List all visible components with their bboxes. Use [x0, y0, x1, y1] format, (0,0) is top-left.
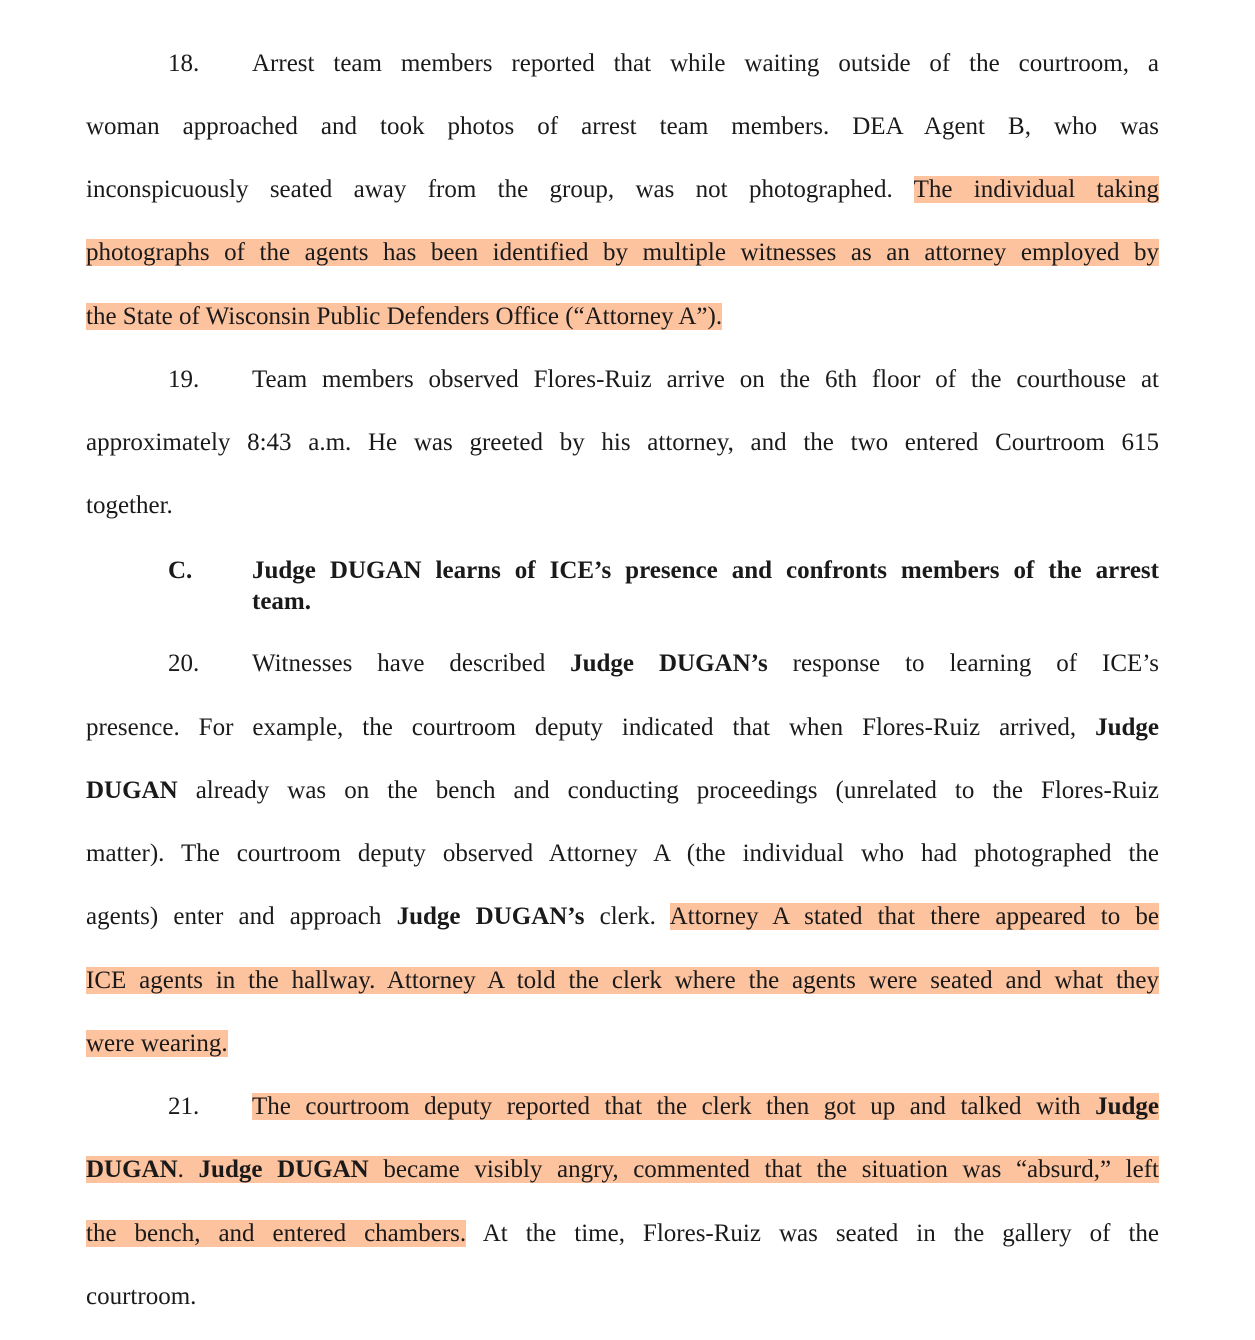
bold-name: DUGAN: [86, 777, 178, 804]
text-line: approximately 8:43 a.m. He was greeted by his attorney, and the two entered Courtroom 615: [86, 429, 1159, 456]
text-line: courtroom.: [86, 1283, 197, 1310]
paragraph-number: 19.: [168, 366, 200, 393]
text-span: response to learning of ICE’s: [767, 650, 1159, 677]
text-line: [86, 710, 1159, 746]
text-line: [86, 235, 1159, 271]
highlighted-text: became visibly angry, commented that the situation was “absurd,” left: [368, 1156, 1159, 1183]
text-line: [86, 1026, 1159, 1062]
text-line: [252, 1089, 1159, 1125]
text-line: woman approached and took photos of arrest team members. DEA Agent B, who was: [86, 113, 1159, 140]
text-span: At the time, Flores-Ruiz was seated in the gallery of the: [466, 1220, 1159, 1247]
text-line: together.: [86, 492, 173, 519]
highlighted-text: Attorney A stated that there appeared to be: [669, 903, 1159, 930]
text-line: [86, 899, 1159, 935]
paragraph-number: 21.: [168, 1093, 200, 1120]
heading-line: Judge DUGAN learns of ICE’s presence and confronts members of the arrest: [252, 557, 1159, 584]
highlighted-text: the State of Wisconsin Public Defenders Office (“Attorney A”).: [86, 303, 723, 330]
paragraph-number: 18.: [168, 50, 200, 77]
text-span: Witnesses have described: [252, 650, 571, 677]
text-line: [86, 1216, 1159, 1252]
text-line: [86, 963, 1159, 999]
bold-name: Judge DUGAN’s: [396, 903, 585, 930]
text-line: [86, 1152, 1159, 1188]
text-line: Team members observed Flores-Ruiz arrive on the 6th floor of the courthouse at: [252, 366, 1159, 393]
text-line: matter). The courtroom deputy observed Attorney A (the individual who had photographed the: [86, 840, 1159, 867]
highlighted-text: photographs of the agents has been identified by multiple witnesses as an attorney employed by: [86, 239, 1159, 266]
text-line: [86, 172, 1159, 208]
highlighted-text: ICE agents in the hallway. Attorney A told the clerk where the agents were seated and what they: [86, 967, 1159, 994]
text-line: [252, 646, 1159, 682]
bold-name: Judge: [1095, 1093, 1159, 1120]
text-line: [86, 299, 1159, 335]
text-span: inconspicuously seated away from the group, was not photographed.: [86, 176, 914, 203]
text-span: already was on the bench and conducting proceedings (unrelated to the Flores-Ruiz: [177, 777, 1159, 804]
heading-line: team.: [252, 588, 311, 615]
heading-letter: C.: [168, 557, 193, 584]
bold-name: Judge: [1095, 714, 1159, 741]
highlighted-text: .: [177, 1156, 199, 1183]
highlighted-text: the bench, and entered chambers.: [86, 1220, 467, 1247]
highlighted-text: The courtroom deputy reported that the clerk then got up and talked with: [252, 1093, 1096, 1120]
paragraph-number: 20.: [168, 650, 200, 677]
highlighted-text: The individual taking: [913, 176, 1160, 203]
text-span: presence. For example, the courtroom deputy indicated that when Flores-Ruiz arrived,: [86, 714, 1096, 741]
text-line: Arrest team members reported that while waiting outside of the courtroom, a: [252, 50, 1159, 77]
text-line: [86, 773, 1159, 809]
highlighted-text: were wearing.: [86, 1030, 228, 1057]
text-span: agents) enter and approach: [86, 903, 397, 930]
bold-name: DUGAN: [86, 1156, 178, 1183]
text-span: clerk.: [584, 903, 670, 930]
bold-name: Judge DUGAN: [198, 1156, 369, 1183]
bold-name: Judge DUGAN’s: [570, 650, 768, 677]
